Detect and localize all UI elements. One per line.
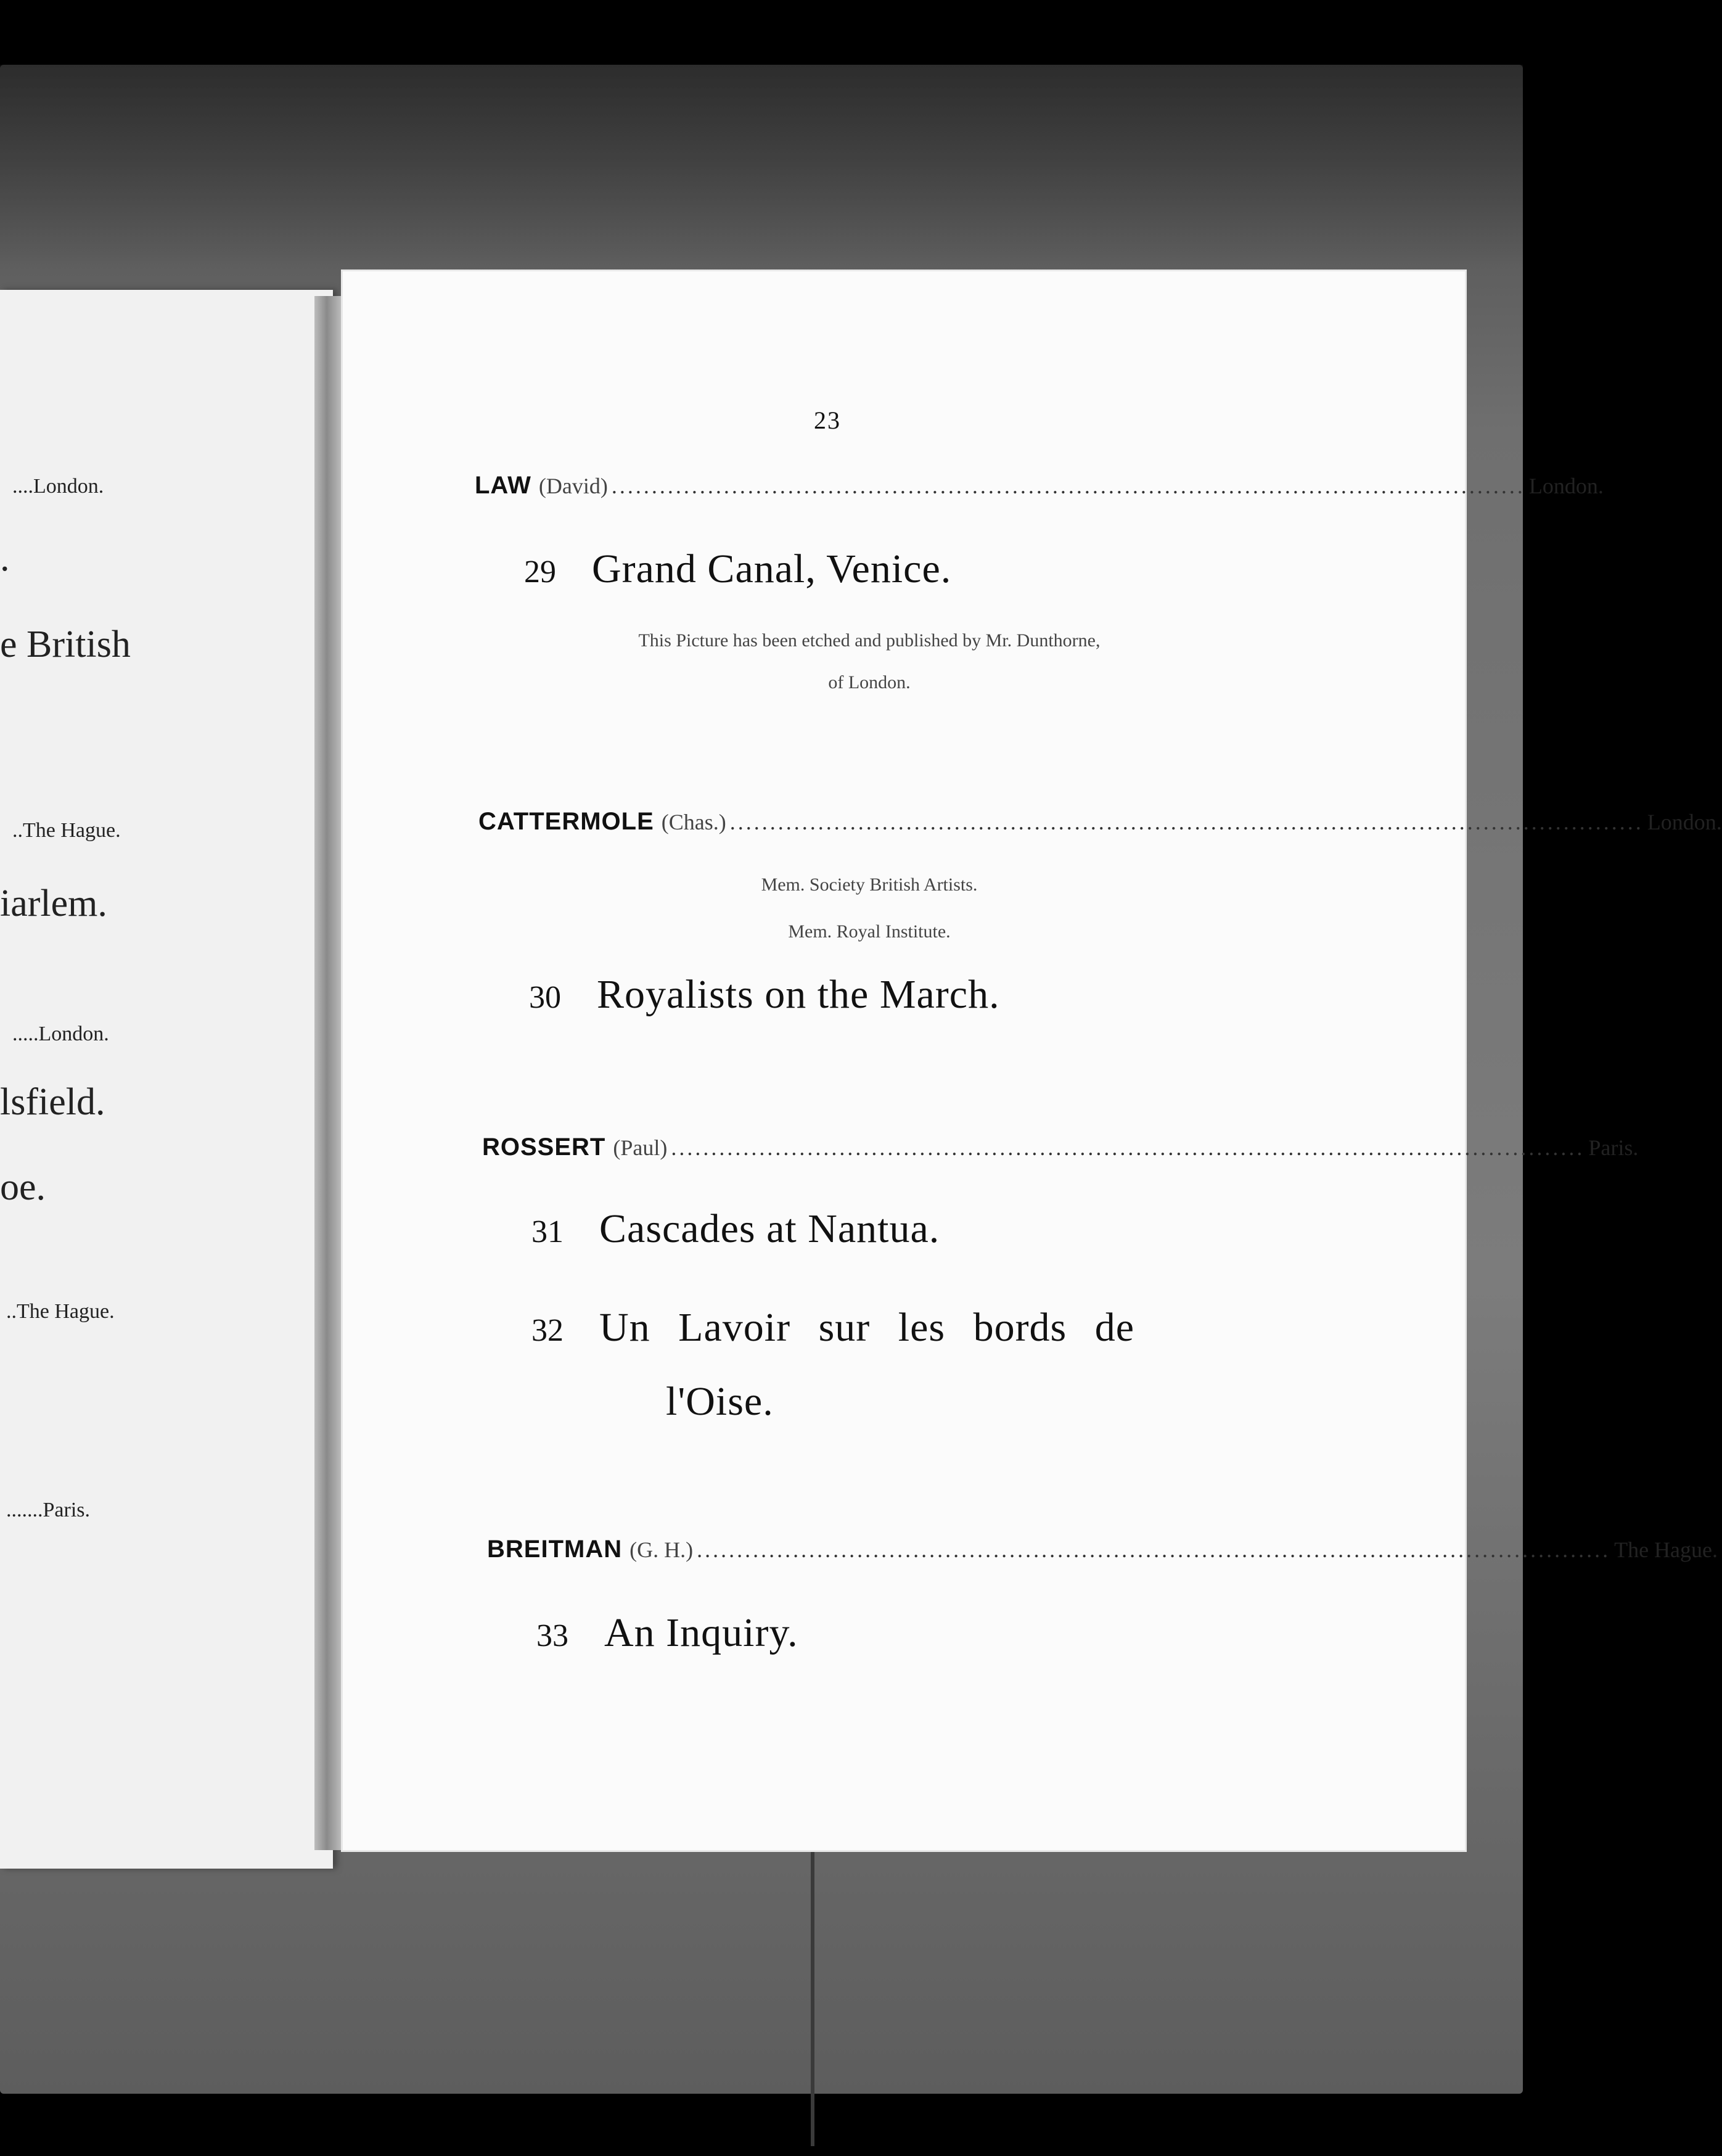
artist-heading <box>482 1134 1639 1161</box>
board-crease <box>811 1850 814 2146</box>
artist-city: London. <box>1647 810 1722 834</box>
work-title: Royalists on the March. <box>597 972 1000 1017</box>
work-title: Grand Canal, Venice. <box>592 546 952 591</box>
left-fragment: e British <box>0 623 131 665</box>
catalogue-page <box>343 271 1465 1850</box>
membership-note: Mem. Royal Institute. <box>788 921 951 942</box>
work-title-continuation <box>666 1378 774 1425</box>
work-number: 30 <box>529 980 561 1015</box>
artist-heading <box>478 808 1722 836</box>
work-title: An Inquiry. <box>604 1610 798 1655</box>
work-number: 32 <box>531 1313 564 1348</box>
work-number: 33 <box>536 1618 568 1653</box>
left-fragment: oe. <box>0 1166 46 1208</box>
work-entry <box>536 1610 798 1656</box>
artist-surname: CATTERMOLE <box>478 808 654 835</box>
left-fragment: ..The Hague. <box>6 1300 115 1323</box>
artist-heading <box>475 472 1604 500</box>
left-fragment: ....London. <box>12 475 104 498</box>
work-entry <box>531 1304 1134 1351</box>
artist-given-name: (G. H.) <box>629 1537 694 1562</box>
leader-dots: .................................................................................................................. <box>671 1135 1585 1160</box>
left-fragment: .......Paris. <box>6 1499 90 1521</box>
artist-surname: LAW <box>475 472 531 499</box>
left-fragment: .....London. <box>12 1022 109 1045</box>
work-title: Un Lavoir sur les bords de <box>599 1305 1135 1350</box>
leader-dots: .................................................................................................................. <box>611 474 1525 498</box>
footnote: This Picture has been etched and published by Mr. Dunthorne, <box>638 630 1101 651</box>
artist-surname: BREITMAN <box>487 1536 623 1563</box>
artist-given-name: (David) <box>538 474 608 498</box>
membership-note: Mem. Society British Artists. <box>761 874 978 895</box>
left-page <box>0 290 333 1869</box>
work-number: 29 <box>524 554 556 590</box>
left-fragment: lsfield. <box>0 1081 105 1123</box>
left-fragment: iarlem. <box>0 883 107 924</box>
artist-given-name: (Paul) <box>613 1135 668 1160</box>
work-entry <box>529 971 1000 1018</box>
left-fragment: ..The Hague. <box>12 819 121 842</box>
work-title: Cascades at Nantua. <box>599 1206 940 1251</box>
work-number: 31 <box>531 1214 564 1249</box>
work-title: l'Oise. <box>666 1379 774 1424</box>
artist-city: The Hague. <box>1614 1537 1718 1562</box>
work-entry <box>531 1206 940 1253</box>
artist-heading <box>487 1536 1718 1563</box>
leader-dots: .................................................................................................................. <box>729 810 1644 834</box>
work-entry <box>524 546 951 593</box>
book-gutter <box>314 296 345 1850</box>
footnote: of London. <box>828 672 911 693</box>
artist-city: Paris. <box>1588 1135 1639 1160</box>
leader-dots: .................................................................................................................. <box>697 1537 1611 1562</box>
artist-city: London. <box>1528 474 1604 498</box>
page-number: 23 <box>814 406 841 434</box>
board-shadow <box>0 65 1523 268</box>
artist-given-name: (Chas.) <box>661 810 726 834</box>
left-fragment: . <box>0 537 10 579</box>
artist-surname: ROSSERT <box>482 1134 606 1161</box>
